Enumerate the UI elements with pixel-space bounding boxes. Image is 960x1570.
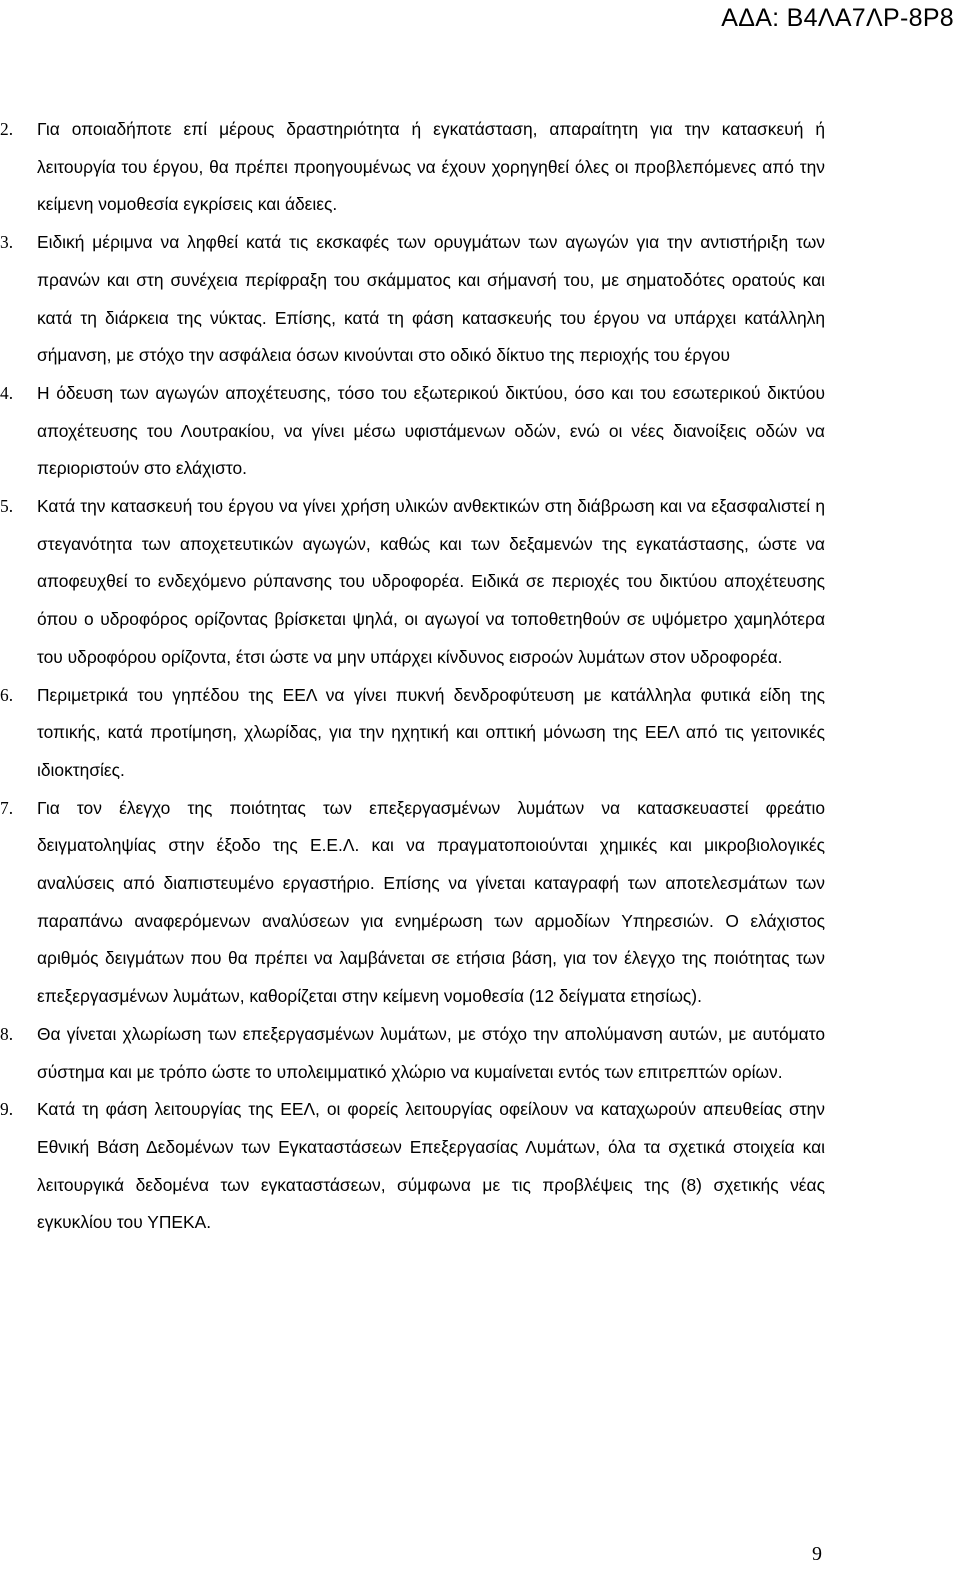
item-text: Κατά τη φάση λειτουργίας της ΕΕΛ, οι φορείς λειτουργίας οφείλουν να καταχωρούν απευθείας στην Εθνική Βάση Δεδομένων των Εγκαταστάσεων Επεξεργασίας Λυμάτων, όλα τα σχετικά στοιχεία και λειτουργικά δεδομένα των εγκαταστάσεων, σύμφωνα με τις προβλέψεις της (8) σχετικής νέας εγκυκλίου του ΥΠΕΚΑ.	[37, 1099, 825, 1233]
item-text: Για τον έλεγχο της ποιότητας των επεξεργασμένων λυμάτων να κατασκευαστεί φρεάτιο δειγματοληψίας στην έξοδο της Ε.Ε.Λ. και να πραγματοποιούνται χημικές και μικροβιολογικές αναλύσεις από διαπιστευμένο εργαστήριο. Επίσης να γίνεται καταγραφή των αποτελεσμάτων των παραπάνω αναφερόμενων αναλύσεων για ενημέρωση των αρμοδίων Υπηρεσιών. Ο ελάχιστος αριθμός δειγμάτων που θα πρέπει να λαμβάνεται σε ετήσια βάση, για τον έλεγχο της ποιότητας των επεξεργασμένων λυμάτων, καθορίζεται στην κείμενη νομοθεσία (12 δείγματα ετησίως).	[37, 797, 825, 1007]
item-number: 9.	[0, 1099, 14, 1120]
item-number: 5.	[0, 496, 14, 517]
item-text: Περιμετρικά του γηπέδου της ΕΕΛ να γίνει πυκνή δενδροφύτευση με κατάλληλα φυτικά είδη της τοπικής, κατά προτίμηση, χλωρίδας, για την ηχητική και οπτική μόνωση της ΕΕΛ από τις γειτονικές ιδιοκτησίες.	[37, 684, 825, 780]
item-text: Θα γίνεται χλωρίωση των επεξεργασμένων λυμάτων, με στόχο την απολύμανση αυτών, με αυτόματο σύστημα και με τρόπο ώστε το υπολειμματικό χλώριο να κυμαίνεται εντός των επιτρεπτών ορίων.	[37, 1023, 825, 1082]
list-item	[0, 677, 825, 790]
list-item	[0, 224, 825, 375]
item-text: Κατά την κατασκευή του έργου να γίνει χρήση υλικών ανθεκτικών στη διάβρωση και να εξασφαλιστεί η στεγανότητα των αποχετευτικών αγωγών, καθώς και των δεξαμενών της εγκατάστασης, ώστε να αποφευχθεί το ενδεχόμενο ρύπανσης του υδροφορέα. Ειδικά σε περιοχές του δικτύου αποχέτευσης όπου ο υδροφόρος ορίζοντας βρίσκεται ψηλά, οι αγωγοί να τοποθετηθούν σε υψόμετρο χαμηλότερα του υδροφόρου ορίζοντα, έτσι ώστε να μην υπάρχει κίνδυνος εισροών λυμάτων στον υδροφορέα.	[37, 496, 825, 667]
item-number: 3.	[0, 232, 14, 253]
item-text: Η όδευση των αγωγών αποχέτευσης, τόσο του εξωτερικού δικτύου, όσο και του εσωτερικού δικτύου αποχέτευσης του Λουτρακίου, να γίνει μέσω υφιστάμενων οδών, ενώ οι νέες διανοίξεις οδών να περιοριστούν στο ελάχιστο.	[37, 382, 825, 479]
item-text: Για οποιαδήποτε επί μέρους δραστηριότητα ή εγκατάσταση, απαραίτητη για την κατασκευή ή λειτουργία του έργου, θα πρέπει προηγουμένως να έχουν χορηγηθεί όλες οι προβλεπόμενες από την κείμενη νομοθεσία εγκρίσεις και άδειες.	[37, 119, 825, 215]
list-item	[0, 790, 825, 1016]
item-number: 8.	[0, 1023, 14, 1044]
item-number: 7.	[0, 797, 14, 818]
list-item	[0, 111, 825, 224]
list-item	[0, 1016, 825, 1091]
item-text: Ειδική μέριμνα να ληφθεί κατά τις εκσκαφές των ορυγμάτων των αγωγών για την αντιστήριξη των πρανών και στη συνέχεια περίφραξη του σκάμματος και σήμανσή του, με σηματοδότες ορατούς και κατά τη διάρκεια της νύκτας. Επίσης, κατά τη φάση κατασκευής του έργου να υπάρχει κατάλληλη σήμανση, με στόχο την ασφάλεια όσων κινούνται στο οδικό δίκτυο της περιοχής του έργου	[37, 232, 825, 366]
page-number: 9	[812, 1543, 822, 1565]
item-number: 4.	[0, 382, 14, 403]
list-item	[0, 1091, 825, 1242]
list-item	[0, 375, 825, 488]
item-number: 2.	[0, 119, 14, 139]
item-number: 6.	[0, 684, 14, 705]
document-body	[0, 111, 960, 1242]
list-item	[0, 488, 825, 677]
ada-identifier: ΑΔΑ: Β4ΛΑ7ΛΡ-8Ρ8	[721, 4, 954, 32]
